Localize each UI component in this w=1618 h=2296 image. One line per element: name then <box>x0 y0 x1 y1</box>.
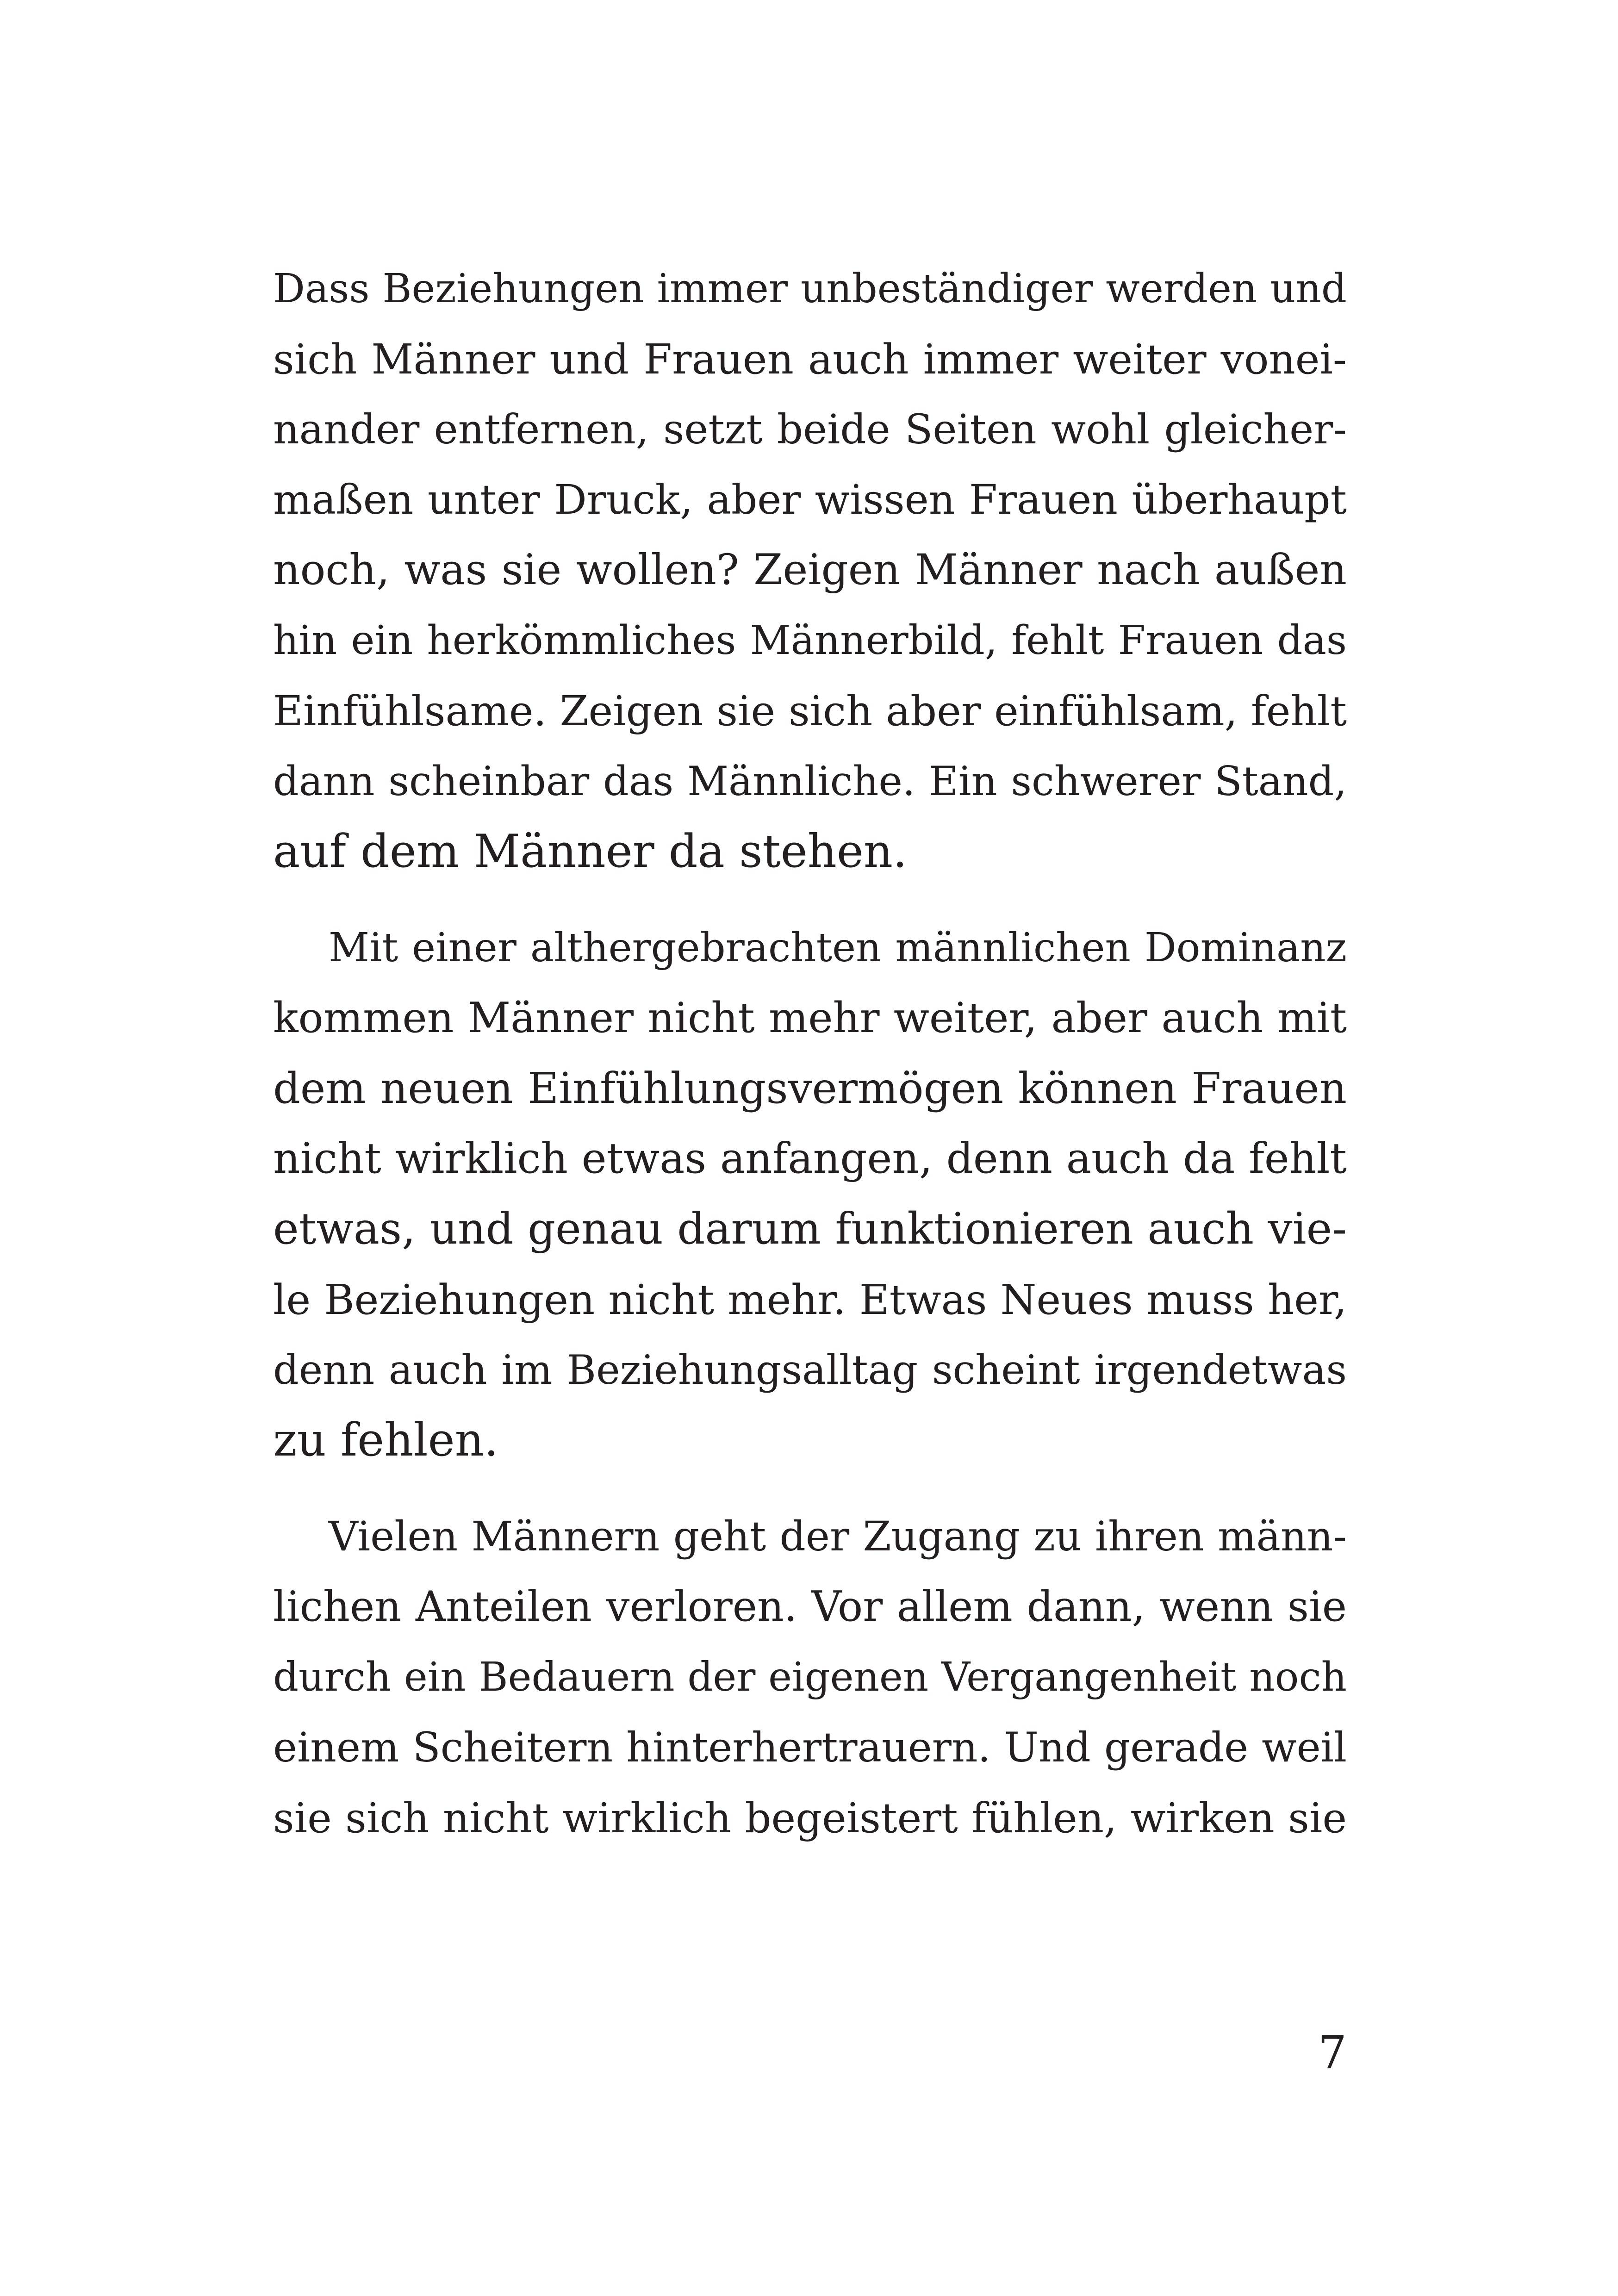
paragraph-1 <box>273 254 1347 887</box>
text-line: Einfühlsame. Zeigen sie sich aber einfühlsam, fehlt <box>273 687 1347 735</box>
text-line: maßen unter Druck, aber wissen Frauen überhaupt <box>273 476 1347 523</box>
paragraph-2 <box>273 913 1347 1475</box>
text-line: auf dem Männer da stehen. <box>273 825 908 878</box>
text-line: zu fehlen. <box>273 1414 498 1467</box>
text-line: lichen Anteilen verloren. Vor allem dann, wenn sie <box>273 1582 1347 1631</box>
text-line: etwas, und genau darum funktionieren auch vie- <box>273 1204 1347 1254</box>
paragraph-3 <box>273 1501 1347 1853</box>
text-line: Mit einer althergebrachten männlichen Dominanz <box>329 925 1347 971</box>
text-line: le Beziehungen nicht mehr. Etwas Neues muss her, <box>273 1276 1347 1324</box>
text-line: hin ein herkömmliches Männerbild, fehlt Frauen das <box>273 617 1347 664</box>
text-line: durch ein Bedauern der eigenen Vergangenheit noch <box>273 1654 1347 1700</box>
text-line: kommen Männer nicht mehr weiter, aber auch mit <box>273 994 1347 1042</box>
text-line: dem neuen Einfühlungsvermögen können Frauen <box>273 1064 1347 1113</box>
text-line: Dass Beziehungen immer unbeständiger werden und <box>273 266 1347 312</box>
text-line: einem Scheitern hinterhertrauern. Und gerade weil <box>273 1724 1347 1771</box>
text-line: dann scheinbar das Männliche. Ein schwerer Stand, <box>273 758 1347 805</box>
text-line: noch, was sie wollen? Zeigen Männer nach außen <box>273 546 1347 594</box>
text-line: Vielen Männern geht der Zugang zu ihren männ- <box>329 1512 1347 1560</box>
paragraph-spacer <box>273 887 1347 913</box>
text-line: sie sich nicht wirklich begeistert fühlen, wirken sie <box>273 1794 1347 1842</box>
page-number: 7 <box>1318 2027 1347 2079</box>
text-line: sich Männer und Frauen auch immer weiter vonei- <box>273 335 1347 383</box>
body-text <box>273 254 1347 1853</box>
text-line: nicht wirklich etwas anfangen, denn auch da fehlt <box>273 1134 1347 1183</box>
text-line: denn auch im Beziehungsalltag scheint irgendetwas <box>273 1346 1347 1394</box>
text-line: nander entfernen, setzt beide Seiten wohl gleicher- <box>273 405 1347 453</box>
paragraph-spacer <box>273 1475 1347 1501</box>
